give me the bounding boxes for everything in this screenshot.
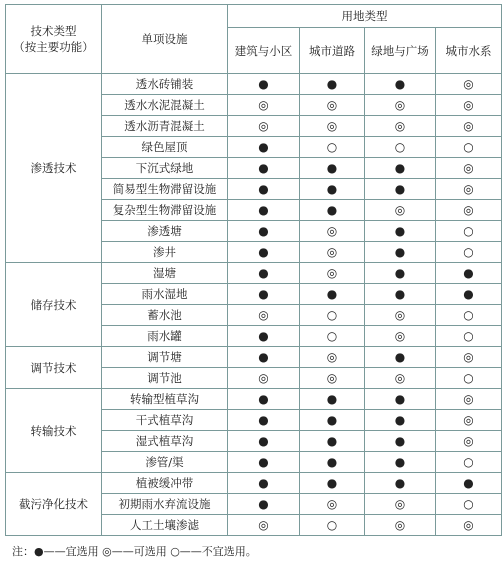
suitability-symbol: ◎: [228, 515, 300, 536]
suitability-symbol: ◎: [300, 221, 365, 242]
facility-cell: 渗透塘: [102, 221, 228, 242]
suitability-symbol: ◎: [436, 347, 502, 368]
suitability-symbol: ●: [300, 74, 365, 95]
facility-cell: 湿式植草沟: [102, 431, 228, 452]
facility-cell: 雨水罐: [102, 326, 228, 347]
suitability-symbol: ◎: [300, 242, 365, 263]
facility-selection-table: [5, 4, 502, 536]
suitability-symbol: ○: [436, 137, 502, 158]
suitability-symbol: ●: [228, 431, 300, 452]
facility-cell: 透水沥青混凝土: [102, 116, 228, 137]
suitability-symbol: ◎: [436, 95, 502, 116]
suitability-symbol: ◎: [436, 389, 502, 410]
tech-category-cell: 截污净化技术: [6, 473, 102, 536]
tech-type-sublabel: （按主要功能）: [13, 40, 94, 54]
suitability-symbol: ◎: [365, 305, 436, 326]
suitability-symbol: ○: [436, 494, 502, 515]
facility-cell: 透水砖铺装: [102, 74, 228, 95]
suitability-symbol: ●: [228, 158, 300, 179]
suitability-symbol: ●: [365, 158, 436, 179]
facility-cell: 渗管/渠: [102, 452, 228, 473]
suitability-symbol: ●: [228, 200, 300, 221]
suitability-symbol: ◎: [436, 158, 502, 179]
suitability-symbol: ○: [300, 305, 365, 326]
land-use-header: 用地类型: [228, 5, 502, 28]
tech-type-header: [6, 5, 102, 74]
land-col-header: 城市水系: [436, 28, 502, 74]
suitability-symbol: ●: [228, 179, 300, 200]
table-body: [6, 74, 502, 536]
suitability-symbol: ●: [228, 221, 300, 242]
suitability-symbol: ●: [300, 179, 365, 200]
facility-cell: 下沉式绿地: [102, 158, 228, 179]
suitability-symbol: ●: [365, 452, 436, 473]
facility-cell: 干式植草沟: [102, 410, 228, 431]
facility-cell: 初期雨水弃流设施: [102, 494, 228, 515]
land-col-header: 城市道路: [300, 28, 365, 74]
suitability-symbol: ○: [436, 326, 502, 347]
suitability-symbol: ○: [436, 242, 502, 263]
tech-category-cell: 渗透技术: [6, 74, 102, 263]
facility-cell: 人工土壤渗滤: [102, 515, 228, 536]
suitability-symbol: ●: [365, 410, 436, 431]
tech-category-cell: 储存技术: [6, 263, 102, 347]
suitability-symbol: ◎: [436, 515, 502, 536]
suitability-symbol: ●: [228, 263, 300, 284]
facility-cell: 渗井: [102, 242, 228, 263]
facility-header: 单项设施: [102, 5, 228, 74]
suitability-symbol: ●: [300, 158, 365, 179]
suitability-symbol: ●: [365, 263, 436, 284]
suitability-symbol: ○: [300, 137, 365, 158]
suitability-symbol: ●: [436, 284, 502, 305]
suitability-symbol: ●: [300, 452, 365, 473]
suitability-symbol: ●: [436, 263, 502, 284]
suitability-symbol: ○: [365, 137, 436, 158]
facility-cell: 植被缓冲带: [102, 473, 228, 494]
facility-cell: 调节池: [102, 368, 228, 389]
suitability-symbol: ◎: [300, 368, 365, 389]
suitability-symbol: ●: [228, 452, 300, 473]
facility-cell: 湿塘: [102, 263, 228, 284]
table-row: [6, 389, 502, 410]
suitability-symbol: ●: [300, 200, 365, 221]
suitability-symbol: ●: [228, 326, 300, 347]
suitability-symbol: ◎: [436, 74, 502, 95]
facility-cell: 蓄水池: [102, 305, 228, 326]
legend-note: 注：●——宜选用 ◎——可选用 ○——不宜选用。: [12, 545, 257, 558]
table-row: [6, 74, 502, 95]
suitability-symbol: ◎: [436, 431, 502, 452]
suitability-symbol: ◎: [365, 494, 436, 515]
suitability-symbol: ◎: [365, 368, 436, 389]
suitability-symbol: ◎: [365, 515, 436, 536]
suitability-symbol: ●: [365, 284, 436, 305]
table-row: [6, 473, 502, 494]
suitability-symbol: ●: [365, 74, 436, 95]
suitability-symbol: ◎: [228, 95, 300, 116]
suitability-symbol: ◎: [365, 326, 436, 347]
suitability-symbol: ●: [228, 389, 300, 410]
table-row: [6, 263, 502, 284]
suitability-symbol: ○: [436, 305, 502, 326]
suitability-symbol: ●: [300, 284, 365, 305]
suitability-symbol: ●: [228, 137, 300, 158]
suitability-symbol: ○: [436, 368, 502, 389]
suitability-symbol: ◎: [300, 347, 365, 368]
suitability-symbol: ●: [300, 389, 365, 410]
facility-cell: 复杂型生物滞留设施: [102, 200, 228, 221]
facility-cell: 绿色屋顶: [102, 137, 228, 158]
suitability-symbol: ●: [228, 347, 300, 368]
suitability-symbol: ●: [228, 494, 300, 515]
tech-type-label: 技术类型: [30, 24, 77, 38]
suitability-symbol: ◎: [300, 116, 365, 137]
suitability-symbol: ●: [365, 242, 436, 263]
facility-cell: 转输型植草沟: [102, 389, 228, 410]
tech-category-cell: 转输技术: [6, 389, 102, 473]
suitability-symbol: ●: [365, 389, 436, 410]
suitability-symbol: ◎: [436, 200, 502, 221]
suitability-symbol: ◎: [436, 410, 502, 431]
suitability-symbol: ◎: [228, 116, 300, 137]
suitability-symbol: ◎: [436, 179, 502, 200]
suitability-symbol: ●: [300, 473, 365, 494]
suitability-symbol: ●: [365, 473, 436, 494]
tech-category-cell: 调节技术: [6, 347, 102, 389]
suitability-symbol: ◎: [300, 95, 365, 116]
suitability-symbol: ◎: [365, 116, 436, 137]
suitability-symbol: ◎: [228, 368, 300, 389]
suitability-symbol: ◎: [436, 116, 502, 137]
suitability-symbol: ●: [300, 410, 365, 431]
suitability-symbol: ●: [365, 221, 436, 242]
table-row: [6, 347, 502, 368]
suitability-symbol: ◎: [228, 305, 300, 326]
land-col-header: 建筑与小区: [228, 28, 300, 74]
facility-cell: 简易型生物滞留设施: [102, 179, 228, 200]
facility-cell: 雨水湿地: [102, 284, 228, 305]
suitability-symbol: ○: [436, 221, 502, 242]
suitability-symbol: ●: [365, 347, 436, 368]
facility-cell: 调节塘: [102, 347, 228, 368]
suitability-symbol: ○: [436, 452, 502, 473]
suitability-symbol: ◎: [300, 263, 365, 284]
suitability-symbol: ●: [365, 431, 436, 452]
suitability-symbol: ●: [228, 74, 300, 95]
suitability-symbol: ●: [228, 284, 300, 305]
suitability-symbol: ●: [300, 431, 365, 452]
land-col-header: 绿地与广场: [365, 28, 436, 74]
suitability-symbol: ●: [436, 473, 502, 494]
suitability-symbol: ●: [365, 179, 436, 200]
suitability-symbol: ◎: [365, 200, 436, 221]
suitability-symbol: ◎: [365, 95, 436, 116]
suitability-symbol: ●: [228, 410, 300, 431]
suitability-symbol: ●: [228, 242, 300, 263]
suitability-symbol: ◎: [300, 494, 365, 515]
facility-cell: 透水水泥混凝土: [102, 95, 228, 116]
suitability-symbol: ○: [300, 326, 365, 347]
suitability-symbol: ○: [300, 515, 365, 536]
suitability-symbol: ●: [228, 473, 300, 494]
